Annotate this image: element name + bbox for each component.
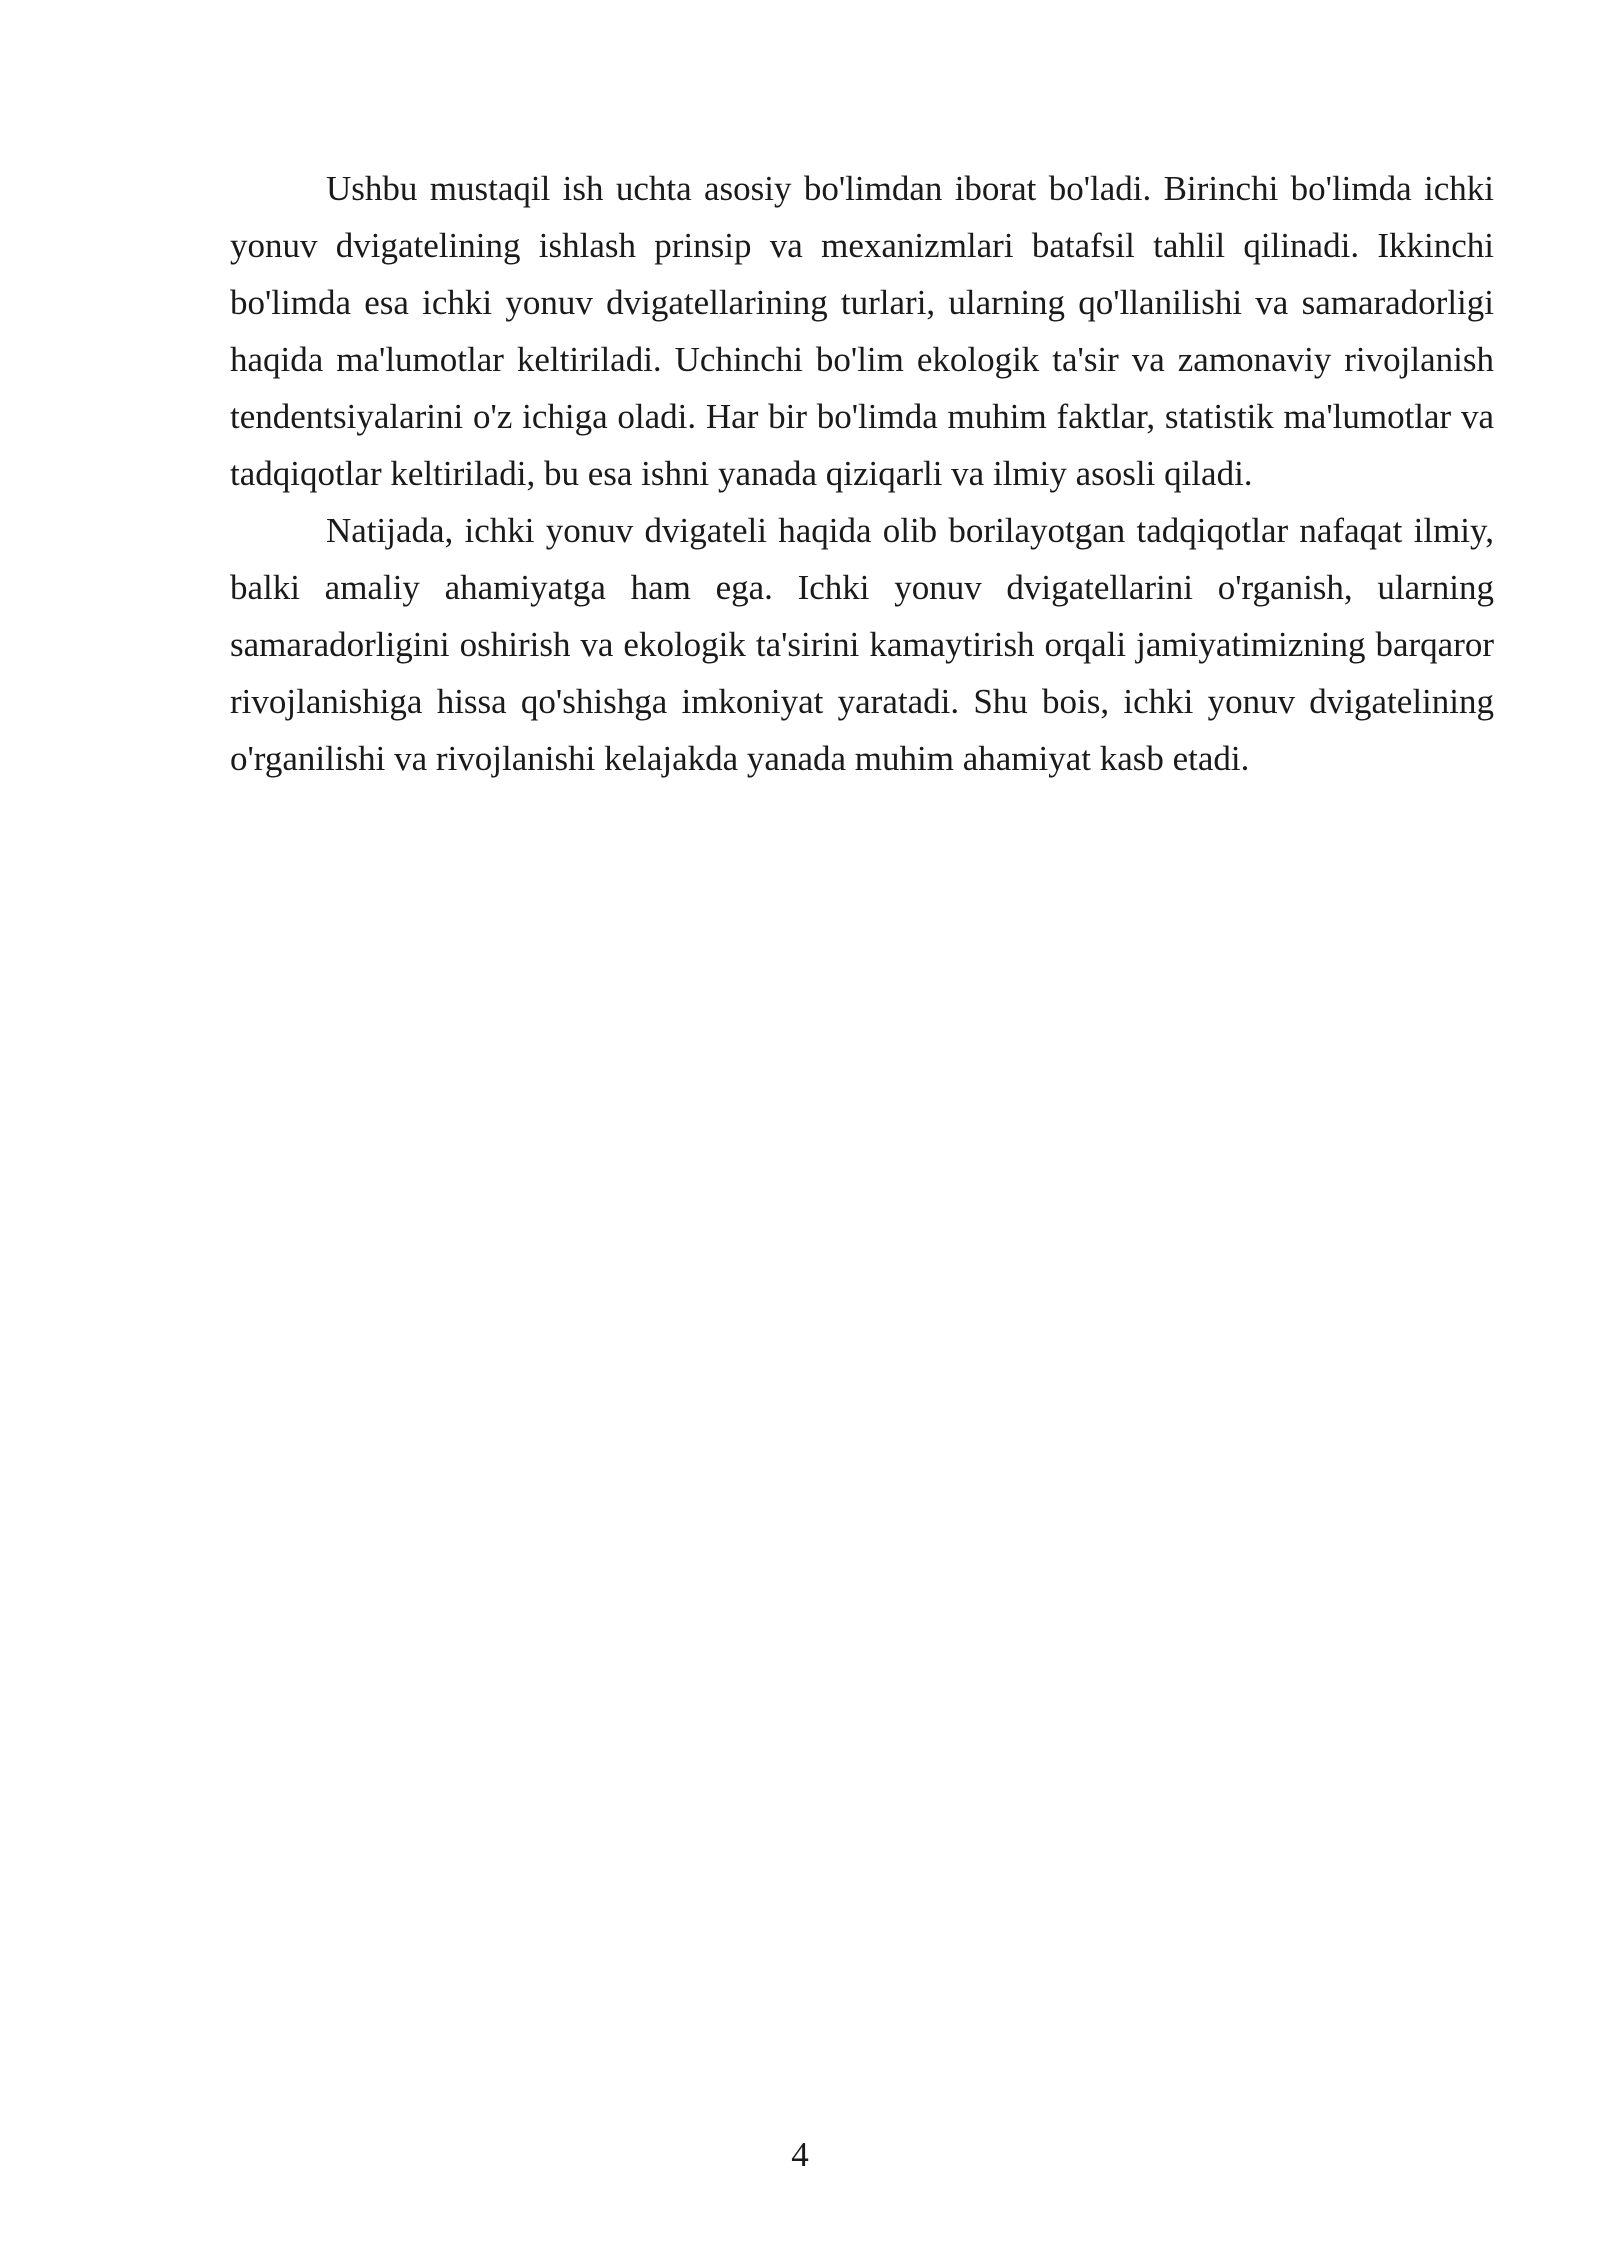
page-number: 4 bbox=[791, 2135, 809, 2174]
paragraph-conclusion: Natijada, ichki yonuv dvigateli haqida olib borilayotgan tadqiqotlar nafaqat ilmiy, balki amaliy ahamiyatga ham ega. Ichki yonuv dvigatellarini o'rganish, ularning samaradorligini oshirish va ekologik ta'sirini kamaytirish orqali jamiyatimizning barqaror rivojlanishiga hissa qo'shishga imkoniyat yaratadi. Shu bois, ichki yonuv dvigatelining o'rganilishi va rivojlanishi kelajakda yanada muhim ahamiyat kasb etadi. bbox=[230, 511, 1494, 778]
paragraph-structure-overview: Ushbu mustaqil ish uchta asosiy bo'limdan iborat bo'ladi. Birinchi bo'limda ichki yonuv dvigatelining ishlash prinsip va mexanizmlari batafsil tahlil qilinadi. Ikkinchi bo'limda esa ichki yonuv dvigatellarining turlari, ularning qo'llanilishi va samaradorligi haqida ma'lumotlar keltiriladi. Uchinchi bo'lim ekologik ta'sir va zamonaviy rivojlanish tendentsiyalarini o'z ichiga oladi. Har bir bo'limda muhim faktlar, statistik ma'lumotlar va tadqiqotlar keltiriladi, bu esa ishni yanada qiziqarli va ilmiy asosli qiladi. bbox=[230, 169, 1494, 493]
document-body bbox=[230, 160, 1494, 787]
